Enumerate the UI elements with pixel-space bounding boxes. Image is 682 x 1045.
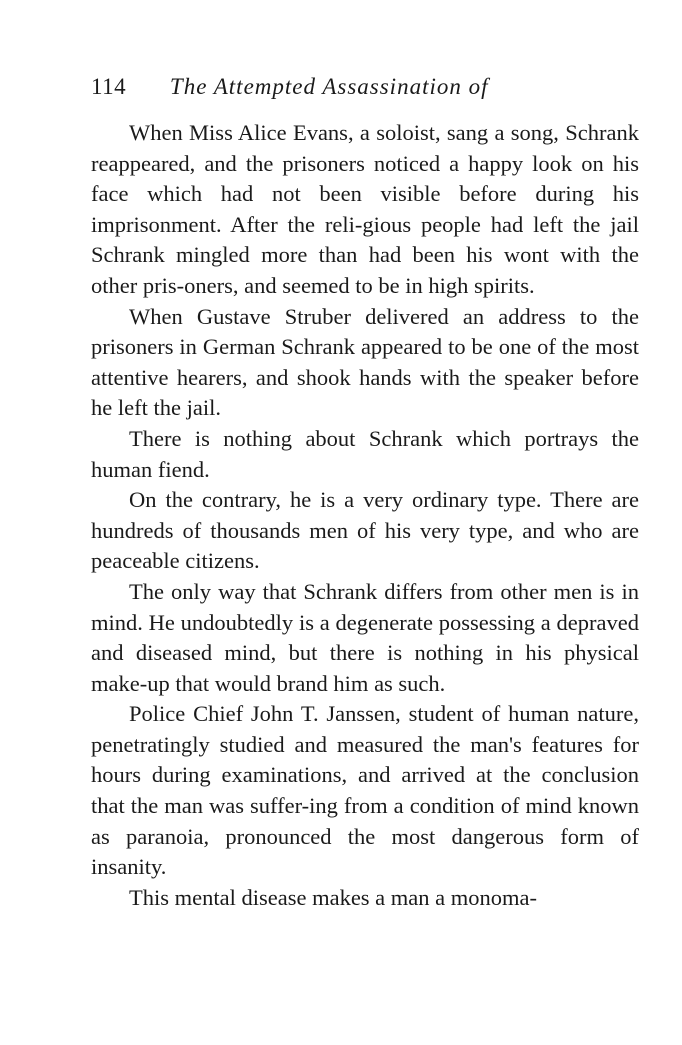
paragraph-7: This mental disease makes a man a monoma- (129, 884, 537, 910)
paragraph-4: On the contrary, he is a very ordinary type. There are hundreds of thousands men of his very type, and who are peaceable citizens. (91, 487, 639, 574)
paragraph-3: There is nothing about Schrank which portrays the human fiend. (91, 425, 639, 482)
running-title: The Attempted Assassination of (169, 74, 489, 99)
body-text (91, 118, 639, 913)
paragraph-6: Police Chief John T. Janssen, student of human nature, penetratingly studied and measured the man's features for hours during examinations, and arrived at the conclusion that the man was suffer-ing from a condition of mind known as paranoia, pronounced the most dangerous form of insanity. (91, 701, 639, 880)
page-header (91, 70, 651, 104)
paragraph-5: The only way that Schrank differs from other men is in mind. He undoubtedly is a degenerate possessing a depraved and diseased mind, but there is nothing in his physical make-up that would brand him as such. (91, 578, 639, 696)
paragraph-1: When Miss Alice Evans, a soloist, sang a song, Schrank reappeared, and the prisoners noticed a happy look on his face which had not been visible before during his imprisonment. After the reli-gious people had left the jail Schrank mingled more than had been his wont with the other pris-oners, and seemed to be in high spirits. (91, 120, 639, 298)
paragraph-2: When Gustave Struber delivered an address to the prisoners in German Schrank appeared to be one of the most attentive hearers, and shook hands with the speaker before he left the jail. (91, 303, 639, 421)
page-number: 114 (91, 74, 127, 99)
